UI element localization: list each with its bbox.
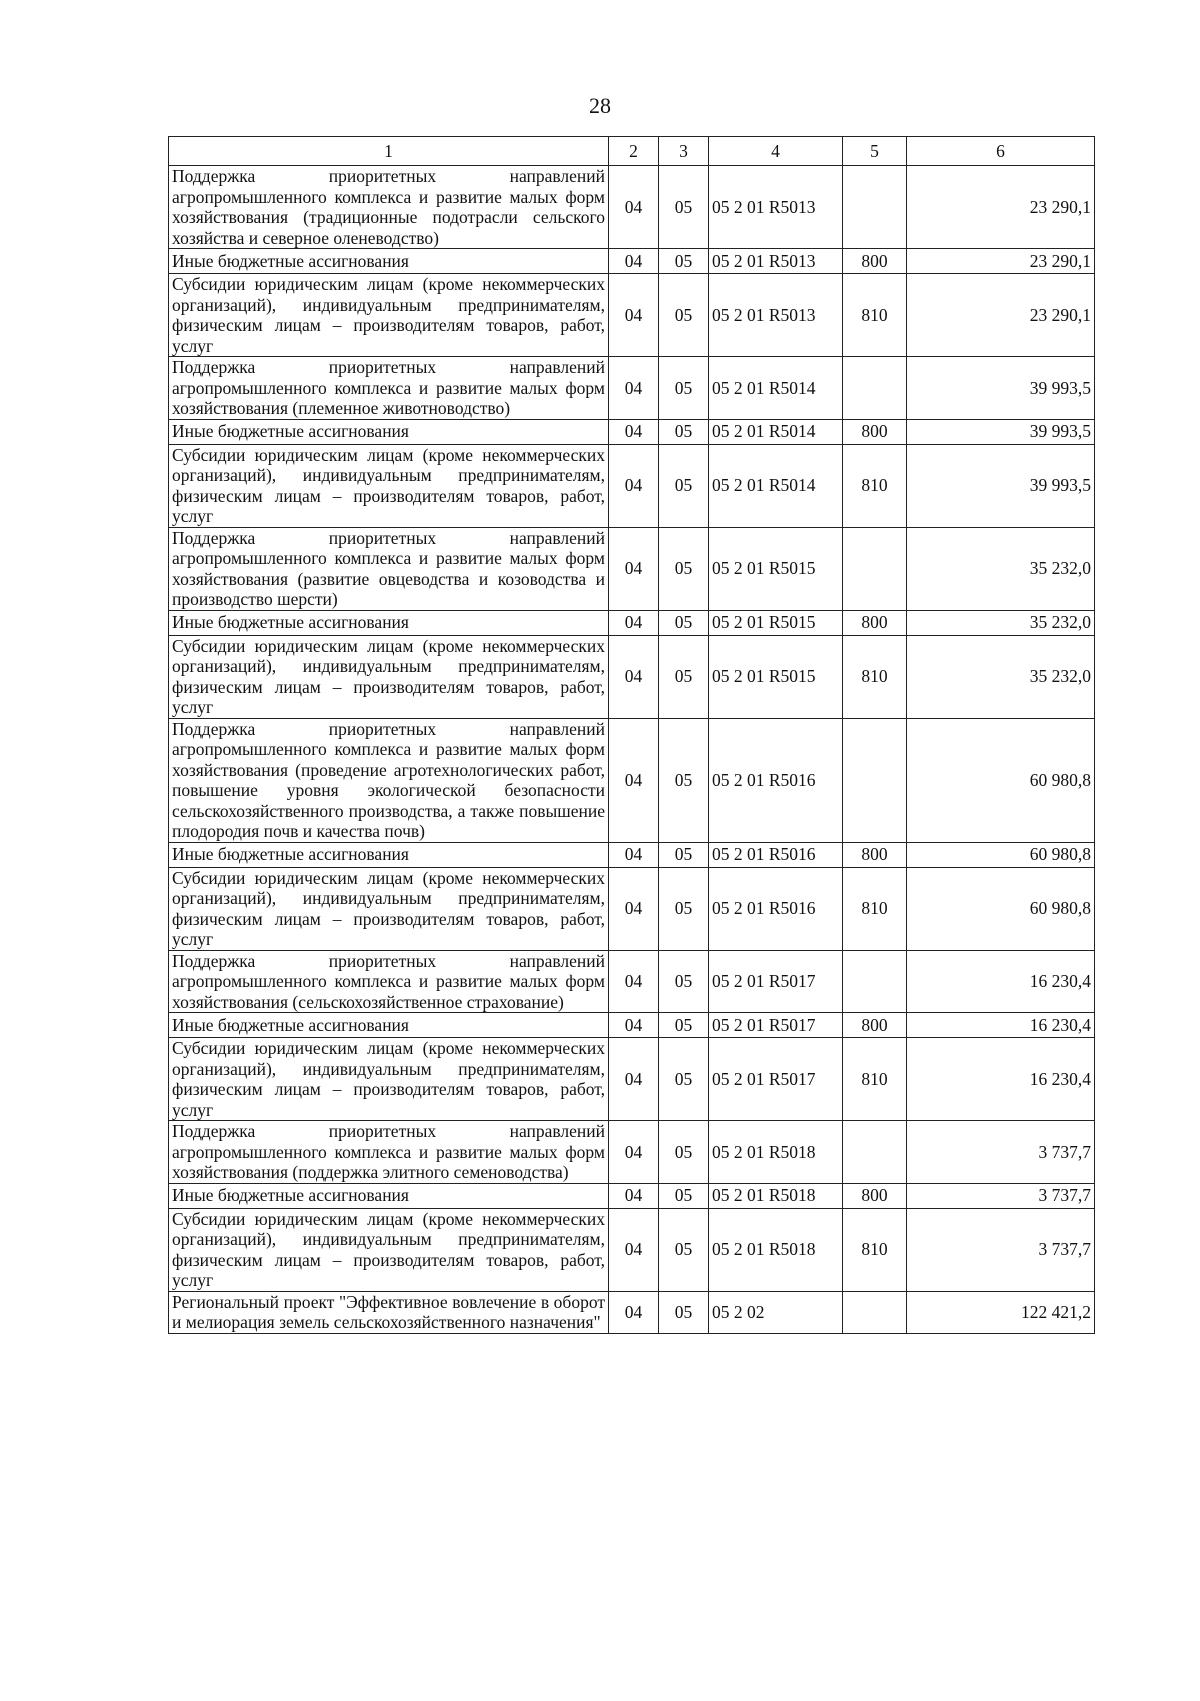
- cell-expense-type: [843, 357, 907, 420]
- table-row: [169, 1121, 1095, 1184]
- cell-expense-type: 810: [843, 274, 907, 357]
- cell-subsection: 05: [659, 610, 709, 635]
- table-row: [169, 718, 1095, 842]
- cell-section: 04: [609, 249, 659, 274]
- cell-amount: 122 421,2: [907, 1291, 1095, 1333]
- cell-subsection: 05: [659, 1121, 709, 1184]
- cell-amount: 35 232,0: [907, 635, 1095, 718]
- page-number: 28: [589, 93, 611, 118]
- cell-target-article: 05 2 01 R5013: [709, 166, 843, 249]
- cell-expense-type: 800: [843, 1183, 907, 1208]
- cell-expense-type: 810: [843, 444, 907, 527]
- cell-target-article: 05 2 01 R5018: [709, 1208, 843, 1291]
- table-row: [169, 842, 1095, 867]
- cell-description: Субсидии юридическим лицам (кроме некоммерческих организаций), индивидуальным предпринимателям, физическим лицам – производителям товаров, работ, услуг: [169, 867, 609, 950]
- cell-amount: 39 993,5: [907, 444, 1095, 527]
- table-body: [169, 166, 1095, 1334]
- cell-subsection: 05: [659, 419, 709, 444]
- cell-amount: 16 230,4: [907, 950, 1095, 1013]
- budget-table: [168, 136, 1095, 1334]
- cell-subsection: 05: [659, 357, 709, 420]
- cell-amount: 60 980,8: [907, 718, 1095, 842]
- cell-expense-type: 810: [843, 867, 907, 950]
- cell-target-article: 05 2 01 R5013: [709, 249, 843, 274]
- cell-target-article: 05 2 01 R5017: [709, 1013, 843, 1038]
- cell-section: 04: [609, 842, 659, 867]
- cell-target-article: 05 2 01 R5016: [709, 867, 843, 950]
- cell-section: 04: [609, 867, 659, 950]
- cell-subsection: 05: [659, 1013, 709, 1038]
- cell-target-article: 05 2 01 R5018: [709, 1183, 843, 1208]
- table-row: [169, 950, 1095, 1013]
- cell-expense-type: [843, 718, 907, 842]
- table-row: [169, 1208, 1095, 1291]
- cell-subsection: 05: [659, 842, 709, 867]
- cell-expense-type: 800: [843, 1013, 907, 1038]
- cell-description: Иные бюджетные ассигнования: [169, 1183, 609, 1208]
- cell-amount: 3 737,7: [907, 1183, 1095, 1208]
- cell-subsection: 05: [659, 950, 709, 1013]
- cell-subsection: 05: [659, 635, 709, 718]
- cell-description: Иные бюджетные ассигнования: [169, 1013, 609, 1038]
- cell-description: Субсидии юридическим лицам (кроме некоммерческих организаций), индивидуальным предпринимателям, физическим лицам – производителям товаров, работ, услуг: [169, 1038, 609, 1121]
- cell-description: Субсидии юридическим лицам (кроме некоммерческих организаций), индивидуальным предпринимателям, физическим лицам – производителям товаров, работ, услуг: [169, 444, 609, 527]
- cell-target-article: 05 2 01 R5015: [709, 527, 843, 610]
- cell-target-article: 05 2 01 R5016: [709, 718, 843, 842]
- table-row: [169, 444, 1095, 527]
- cell-section: 04: [609, 950, 659, 1013]
- cell-expense-type: [843, 1291, 907, 1333]
- table-row: [169, 527, 1095, 610]
- header-col-1: 1: [169, 137, 609, 166]
- cell-amount: 23 290,1: [907, 274, 1095, 357]
- cell-target-article: 05 2 01 R5014: [709, 357, 843, 420]
- cell-section: 04: [609, 527, 659, 610]
- cell-subsection: 05: [659, 1183, 709, 1208]
- cell-expense-type: 800: [843, 842, 907, 867]
- cell-target-article: 05 2 01 R5017: [709, 1038, 843, 1121]
- cell-expense-type: 810: [843, 1038, 907, 1121]
- table-row: [169, 867, 1095, 950]
- cell-target-article: 05 2 01 R5018: [709, 1121, 843, 1184]
- cell-section: 04: [609, 1208, 659, 1291]
- cell-expense-type: 800: [843, 419, 907, 444]
- cell-section: 04: [609, 357, 659, 420]
- table-row: [169, 249, 1095, 274]
- cell-expense-type: 800: [843, 610, 907, 635]
- cell-description: Региональный проект "Эффективное вовлечение в оборот и мелиорация земель сельскохозяйственного назначения": [169, 1291, 609, 1333]
- table-row: [169, 1013, 1095, 1038]
- cell-expense-type: [843, 950, 907, 1013]
- cell-section: 04: [609, 610, 659, 635]
- cell-subsection: 05: [659, 1208, 709, 1291]
- table-row: [169, 1183, 1095, 1208]
- cell-section: 04: [609, 1013, 659, 1038]
- cell-subsection: 05: [659, 1291, 709, 1333]
- cell-description: Иные бюджетные ассигнования: [169, 249, 609, 274]
- cell-description: Поддержка приоритетных направлений агропромышленного комплекса и развитие малых форм хозяйствования (проведение агротехнологических работ, повышение уровня экологической безопасности сельскохозяйственного производства, а также повышение плодородия почв и качества почв): [169, 718, 609, 842]
- cell-description: Иные бюджетные ассигнования: [169, 610, 609, 635]
- table-row: [169, 166, 1095, 249]
- cell-subsection: 05: [659, 274, 709, 357]
- cell-subsection: 05: [659, 718, 709, 842]
- cell-amount: 3 737,7: [907, 1121, 1095, 1184]
- cell-expense-type: [843, 1121, 907, 1184]
- cell-subsection: 05: [659, 166, 709, 249]
- cell-section: 04: [609, 1183, 659, 1208]
- header-row: [169, 137, 1095, 166]
- cell-subsection: 05: [659, 527, 709, 610]
- cell-expense-type: 810: [843, 1208, 907, 1291]
- cell-description: Субсидии юридическим лицам (кроме некоммерческих организаций), индивидуальным предпринимателям, физическим лицам – производителям товаров, работ, услуг: [169, 274, 609, 357]
- cell-description: Поддержка приоритетных направлений агропромышленного комплекса и развитие малых форм хозяйствования (сельскохозяйственное страхование): [169, 950, 609, 1013]
- cell-description: Субсидии юридическим лицам (кроме некоммерческих организаций), индивидуальным предпринимателям, физическим лицам – производителям товаров, работ, услуг: [169, 635, 609, 718]
- cell-expense-type: [843, 166, 907, 249]
- header-col-5: 5: [843, 137, 907, 166]
- cell-amount: 3 737,7: [907, 1208, 1095, 1291]
- cell-target-article: 05 2 01 R5017: [709, 950, 843, 1013]
- cell-target-article: 05 2 02: [709, 1291, 843, 1333]
- table-row: [169, 635, 1095, 718]
- table-row: [169, 419, 1095, 444]
- cell-amount: 16 230,4: [907, 1013, 1095, 1038]
- cell-expense-type: [843, 527, 907, 610]
- cell-section: 04: [609, 1121, 659, 1184]
- table-row: [169, 1291, 1095, 1333]
- cell-amount: 39 993,5: [907, 357, 1095, 420]
- cell-description: Поддержка приоритетных направлений агропромышленного комплекса и развитие малых форм хозяйствования (племенное животноводство): [169, 357, 609, 420]
- cell-amount: 35 232,0: [907, 527, 1095, 610]
- table-row: [169, 610, 1095, 635]
- cell-target-article: 05 2 01 R5015: [709, 635, 843, 718]
- header-col-2: 2: [609, 137, 659, 166]
- cell-section: 04: [609, 419, 659, 444]
- table-row: [169, 274, 1095, 357]
- cell-target-article: 05 2 01 R5014: [709, 444, 843, 527]
- cell-subsection: 05: [659, 867, 709, 950]
- cell-description: Субсидии юридическим лицам (кроме некоммерческих организаций), индивидуальным предпринимателям, физическим лицам – производителям товаров, работ, услуг: [169, 1208, 609, 1291]
- cell-amount: 60 980,8: [907, 842, 1095, 867]
- cell-amount: 60 980,8: [907, 867, 1095, 950]
- cell-target-article: 05 2 01 R5016: [709, 842, 843, 867]
- table-row: [169, 357, 1095, 420]
- cell-target-article: 05 2 01 R5015: [709, 610, 843, 635]
- cell-expense-type: 810: [843, 635, 907, 718]
- cell-subsection: 05: [659, 1038, 709, 1121]
- cell-description: Иные бюджетные ассигнования: [169, 842, 609, 867]
- cell-section: 04: [609, 718, 659, 842]
- cell-subsection: 05: [659, 249, 709, 274]
- cell-description: Иные бюджетные ассигнования: [169, 419, 609, 444]
- cell-description: Поддержка приоритетных направлений агропромышленного комплекса и развитие малых форм хозяйствования (традиционные подотрасли сельского хозяйства и северное оленеводство): [169, 166, 609, 249]
- cell-description: Поддержка приоритетных направлений агропромышленного комплекса и развитие малых форм хозяйствования (поддержка элитного семеноводства): [169, 1121, 609, 1184]
- cell-section: 04: [609, 166, 659, 249]
- header-col-3: 3: [659, 137, 709, 166]
- header-col-4: 4: [709, 137, 843, 166]
- cell-section: 04: [609, 444, 659, 527]
- cell-section: 04: [609, 1291, 659, 1333]
- cell-target-article: 05 2 01 R5014: [709, 419, 843, 444]
- cell-description: Поддержка приоритетных направлений агропромышленного комплекса и развитие малых форм хозяйствования (развитие овцеводства и козоводства и производство шерсти): [169, 527, 609, 610]
- cell-amount: 35 232,0: [907, 610, 1095, 635]
- table-row: [169, 1038, 1095, 1121]
- cell-target-article: 05 2 01 R5013: [709, 274, 843, 357]
- cell-expense-type: 800: [843, 249, 907, 274]
- cell-section: 04: [609, 274, 659, 357]
- cell-amount: 39 993,5: [907, 419, 1095, 444]
- cell-section: 04: [609, 635, 659, 718]
- cell-amount: 16 230,4: [907, 1038, 1095, 1121]
- header-col-6: 6: [907, 137, 1095, 166]
- cell-section: 04: [609, 1038, 659, 1121]
- cell-subsection: 05: [659, 444, 709, 527]
- cell-amount: 23 290,1: [907, 166, 1095, 249]
- cell-amount: 23 290,1: [907, 249, 1095, 274]
